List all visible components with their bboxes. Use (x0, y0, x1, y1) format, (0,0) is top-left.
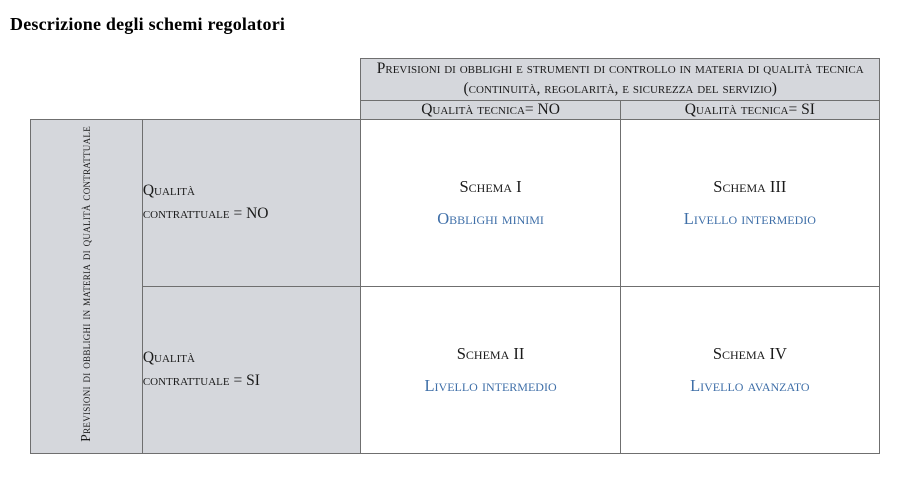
cell-schema-1-level: Obblighi minimi (437, 208, 544, 228)
row-header-contrattuale-si: Qualità contrattuale = SI (142, 286, 361, 453)
table-row-header-group (31, 59, 880, 101)
row-header-contrattuale-no: Qualità contrattuale = NO (142, 119, 361, 286)
row-header-group (31, 119, 143, 453)
page-title: Descrizione degli schemi regolatori (10, 14, 286, 34)
cell-schema-4-title: Schema IV (712, 343, 787, 363)
column-header-tecnica-no: Qualità tecnica= NO (361, 100, 620, 119)
row-header-group-label: Previsioni di obblighi in materia di qualità contrattuale (78, 125, 94, 442)
corner-spacer-left (31, 59, 143, 101)
cell-schema-2 (361, 286, 620, 453)
corner-spacer-right-2 (142, 100, 361, 119)
cell-schema-3-title: Schema III (713, 176, 787, 196)
table-row-contrattuale-si (31, 286, 880, 453)
cell-schema-2-title: Schema II (456, 343, 525, 363)
corner-spacer-left-2 (31, 100, 143, 119)
cell-schema-1 (361, 119, 620, 286)
corner-spacer-right (142, 59, 361, 101)
cell-schema-2-level: Livello intermedio (424, 375, 557, 395)
cell-schema-4 (620, 286, 879, 453)
table-row-contrattuale-no (31, 119, 880, 286)
table-row-column-headers (31, 100, 880, 119)
cell-schema-4-level: Livello avanzato (690, 375, 810, 395)
regulatory-schemes-matrix (30, 58, 880, 454)
cell-schema-1-title: Schema I (459, 176, 522, 196)
column-header-group: Previsioni di obblighi e strumenti di controllo in materia di qualità tecnica (continuità, regolarità, e sicurezza del servizio) (361, 59, 880, 101)
column-header-tecnica-si: Qualità tecnica= SI (620, 100, 879, 119)
cell-schema-3 (620, 119, 879, 286)
cell-schema-3-level: Livello intermedio (683, 208, 816, 228)
